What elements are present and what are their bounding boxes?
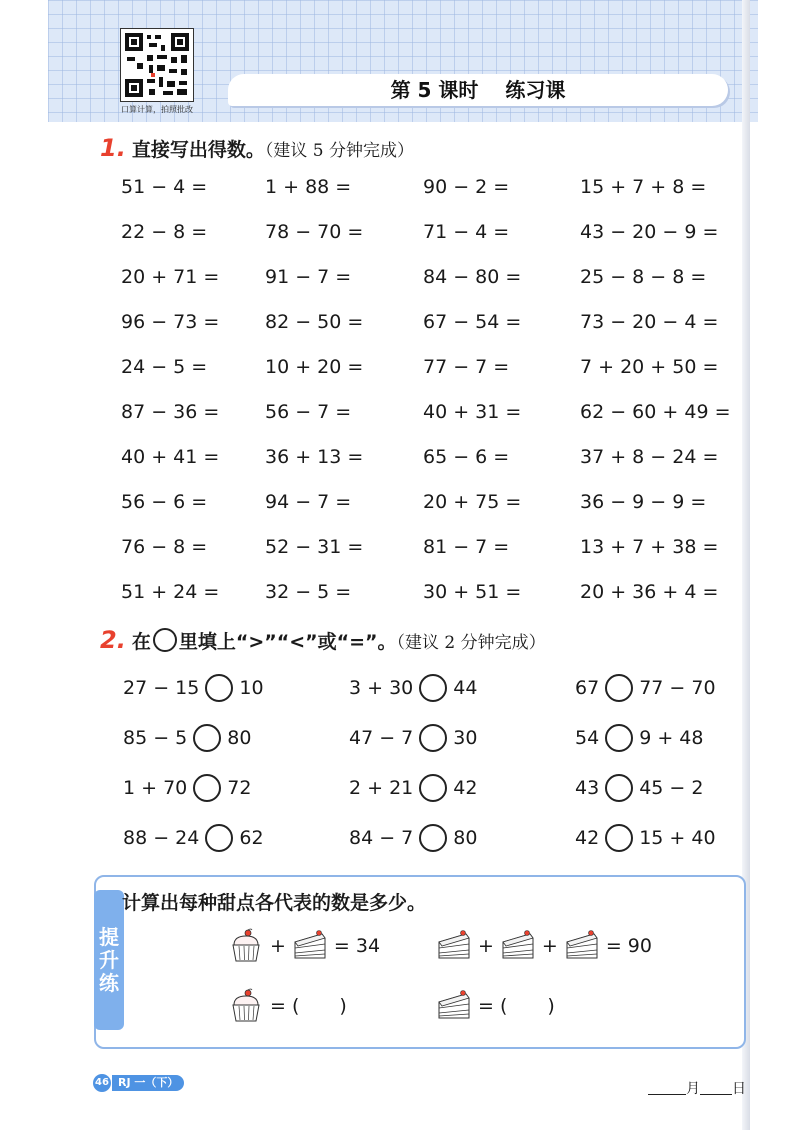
answer-close: ) xyxy=(547,995,555,1017)
calc-problem[interactable]: 10 + 20 = xyxy=(265,356,364,378)
compare-right: 80 xyxy=(227,727,252,749)
compare-left: 67 xyxy=(575,677,600,699)
day-blank[interactable] xyxy=(700,1080,732,1095)
extension-tab-char: 升 xyxy=(99,947,119,972)
cupcake-icon xyxy=(228,928,264,964)
calc-problem[interactable]: 84 − 80 = xyxy=(423,266,522,288)
calc-problem[interactable]: 20 + 36 + 4 = xyxy=(580,581,719,603)
calc-problem[interactable]: 30 + 51 = xyxy=(423,581,522,603)
qr-code[interactable] xyxy=(120,28,194,102)
answer-circle[interactable] xyxy=(193,774,221,802)
calc-problem[interactable]: 1 + 88 = xyxy=(265,176,352,198)
answer-circle[interactable] xyxy=(419,824,447,852)
calc-problem[interactable]: 32 − 5 = xyxy=(265,581,352,603)
page-number: 46 xyxy=(93,1074,111,1092)
compare-right: 10 xyxy=(239,677,264,699)
section2-heading xyxy=(100,626,546,654)
compare-problem xyxy=(123,674,264,702)
compare-left: 2 + 21 xyxy=(349,777,414,799)
calc-problem[interactable]: 36 − 9 − 9 = xyxy=(580,491,707,513)
compare-left: 42 xyxy=(575,827,600,849)
compare-right: 80 xyxy=(453,827,478,849)
calc-problem[interactable]: 76 − 8 = xyxy=(121,536,208,558)
compare-left: 85 − 5 xyxy=(123,727,188,749)
plus-sign: + xyxy=(541,935,558,957)
cupcake-icon xyxy=(228,988,264,1024)
plus-sign: + xyxy=(478,935,494,957)
calc-problem[interactable]: 78 − 70 = xyxy=(265,221,364,243)
calc-problem[interactable]: 71 − 4 = xyxy=(423,221,510,243)
calc-problem[interactable]: 24 − 5 = xyxy=(121,356,208,378)
calc-problem[interactable]: 40 + 31 = xyxy=(423,401,522,423)
compare-right: 44 xyxy=(453,677,478,699)
month-blank[interactable] xyxy=(648,1080,686,1095)
cake-slice-icon xyxy=(292,928,328,964)
answer-open: = ( xyxy=(270,995,300,1017)
compare-right: 45 − 2 xyxy=(639,777,704,799)
answer-circle[interactable] xyxy=(419,724,447,752)
plus-sign: + xyxy=(270,935,286,957)
compare-problem xyxy=(123,774,251,802)
answer-circle[interactable] xyxy=(419,774,447,802)
cake-slice-icon xyxy=(500,928,536,964)
compare-left: 47 − 7 xyxy=(349,727,414,749)
compare-left: 88 − 24 xyxy=(123,827,200,849)
compare-problem xyxy=(349,674,477,702)
calc-problem[interactable]: 90 − 2 = xyxy=(423,176,510,198)
section2-number: 2. xyxy=(100,626,126,654)
answer-cake xyxy=(436,988,555,1024)
section1-number: 1. xyxy=(100,134,126,162)
section2-title-pre: 在 xyxy=(131,631,151,653)
compare-problem xyxy=(575,824,716,852)
day-label: 日 xyxy=(732,1081,746,1097)
calc-problem[interactable]: 43 − 20 − 9 = xyxy=(580,221,719,243)
compare-left: 84 − 7 xyxy=(349,827,414,849)
calc-problem[interactable]: 51 + 24 = xyxy=(121,581,220,603)
compare-problem xyxy=(349,824,477,852)
answer-circle[interactable] xyxy=(419,674,447,702)
equation-1 xyxy=(228,928,386,964)
calc-problem[interactable]: 91 − 7 = xyxy=(265,266,352,288)
calc-problem[interactable]: 7 + 20 + 50 = xyxy=(580,356,719,378)
calc-problem[interactable]: 37 + 8 − 24 = xyxy=(580,446,719,468)
calc-problem[interactable]: 40 + 41 = xyxy=(121,446,220,468)
calc-problem[interactable]: 82 − 50 = xyxy=(265,311,364,333)
compare-right: 30 xyxy=(453,727,478,749)
cake-slice-icon xyxy=(436,928,472,964)
compare-problem xyxy=(349,774,477,802)
answer-circle[interactable] xyxy=(605,674,633,702)
section1-heading xyxy=(100,134,414,162)
calc-problem[interactable]: 36 + 13 = xyxy=(265,446,364,468)
calc-problem[interactable]: 62 − 60 + 49 = xyxy=(580,401,731,423)
answer-open: = ( xyxy=(478,995,508,1017)
lesson-number: 第 5 课时 xyxy=(390,78,479,102)
calc-problem[interactable]: 25 − 8 − 8 = xyxy=(580,266,707,288)
calc-problem[interactable]: 73 − 20 − 4 = xyxy=(580,311,719,333)
compare-right: 15 + 40 xyxy=(639,827,716,849)
cake-slice-icon xyxy=(564,928,600,964)
month-label: 月 xyxy=(686,1081,700,1097)
section2-hint: （建议 2 分钟完成） xyxy=(396,633,546,653)
equation-result: = 90 xyxy=(605,935,652,957)
extension-title: 计算出每种甜点各代表的数是多少。 xyxy=(122,892,427,914)
lesson-name: 练习课 xyxy=(505,78,566,102)
answer-cupcake xyxy=(228,988,347,1024)
answer-close: ) xyxy=(339,995,347,1017)
calc-problem[interactable]: 96 − 73 = xyxy=(121,311,220,333)
extension-tab-char: 提 xyxy=(99,924,119,949)
compare-problem xyxy=(349,724,477,752)
extension-tab-char: 练 xyxy=(99,970,119,995)
compare-problem xyxy=(575,674,716,702)
calc-problem[interactable]: 22 − 8 = xyxy=(121,221,208,243)
date-field xyxy=(648,1078,746,1098)
answer-circle[interactable] xyxy=(605,774,633,802)
answer-circle[interactable] xyxy=(605,724,633,752)
book-label: RJ 一（下） xyxy=(112,1075,184,1091)
calc-problem[interactable]: 20 + 75 = xyxy=(423,491,522,513)
compare-problem xyxy=(123,824,264,852)
answer-circle[interactable] xyxy=(205,674,233,702)
compare-left: 3 + 30 xyxy=(349,677,414,699)
qr-caption: 口算计算，拍照批改 xyxy=(121,105,193,114)
answer-circle[interactable] xyxy=(605,824,633,852)
answer-circle[interactable] xyxy=(193,724,221,752)
lesson-title xyxy=(228,74,728,106)
calc-problem[interactable]: 52 − 31 = xyxy=(265,536,364,558)
compare-left: 43 xyxy=(575,777,600,799)
equation-result: = 34 xyxy=(333,935,381,957)
compare-left: 54 xyxy=(575,727,600,749)
section1-title: 直接写出得数。 xyxy=(131,139,265,161)
calc-problem[interactable]: 94 − 7 = xyxy=(265,491,352,513)
cake-slice-icon xyxy=(436,988,472,1024)
compare-left: 1 + 70 xyxy=(123,777,188,799)
compare-right: 62 xyxy=(239,827,264,849)
calc-problem[interactable]: 65 − 6 = xyxy=(423,446,510,468)
compare-right: 72 xyxy=(227,777,252,799)
calc-problem[interactable]: 56 − 7 = xyxy=(265,401,352,423)
section2-title-post: 里填上“>”“<”或“=”。 xyxy=(178,631,397,653)
compare-problem xyxy=(123,724,251,752)
compare-problem xyxy=(575,724,703,752)
section1-hint: （建议 5 分钟完成） xyxy=(264,141,414,161)
equation-2 xyxy=(436,928,658,964)
calc-problem[interactable]: 15 + 7 + 8 = xyxy=(580,176,707,198)
calc-problem[interactable]: 87 − 36 = xyxy=(121,401,220,423)
calc-problem[interactable]: 67 − 54 = xyxy=(423,311,522,333)
compare-right: 9 + 48 xyxy=(639,727,704,749)
calc-problem[interactable]: 77 − 7 = xyxy=(423,356,510,378)
calc-problem[interactable]: 51 − 4 = xyxy=(121,176,208,198)
calc-problem[interactable]: 81 − 7 = xyxy=(423,536,510,558)
compare-right: 77 − 70 xyxy=(639,677,716,699)
extension-tab xyxy=(94,890,124,1030)
calc-problem[interactable]: 13 + 7 + 38 = xyxy=(580,536,719,558)
compare-left: 27 − 15 xyxy=(123,677,200,699)
calc-problem[interactable]: 20 + 71 = xyxy=(121,266,220,288)
circle-icon xyxy=(153,628,177,652)
answer-circle[interactable] xyxy=(205,824,233,852)
compare-problem xyxy=(575,774,703,802)
calc-problem[interactable]: 56 − 6 = xyxy=(121,491,208,513)
compare-right: 42 xyxy=(453,777,478,799)
